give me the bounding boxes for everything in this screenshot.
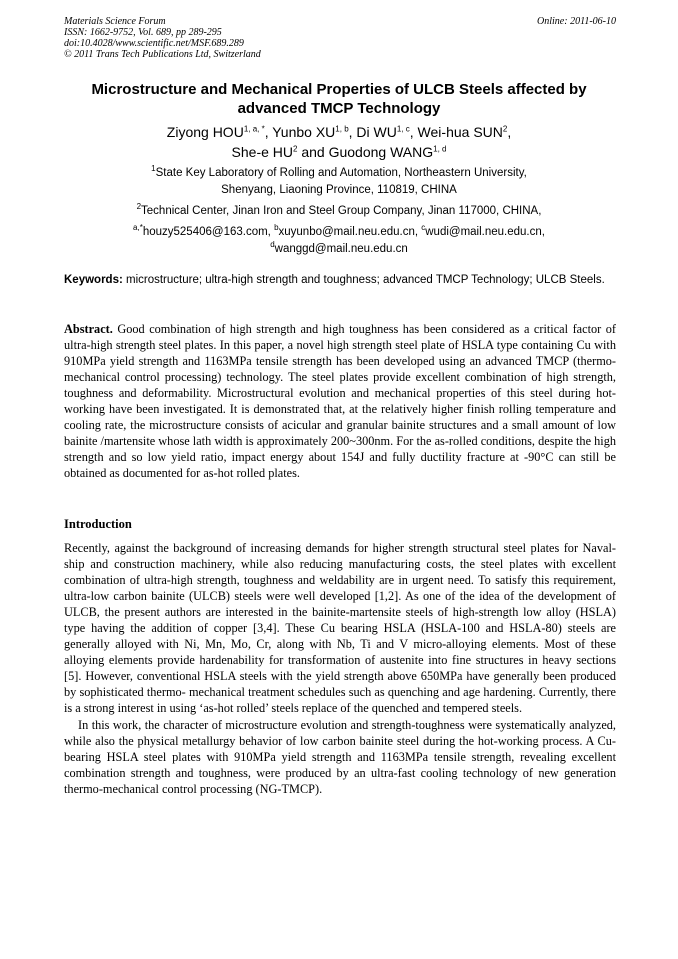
email-superscript: d bbox=[270, 240, 275, 250]
author-superscript: 1, c bbox=[396, 124, 410, 134]
email-link[interactable]: wanggd@mail.neu.edu.cn bbox=[274, 243, 408, 255]
author-superscript: 2 bbox=[502, 124, 508, 134]
author-list bbox=[64, 122, 614, 162]
author-superscript: 1, a, * bbox=[243, 124, 265, 134]
email-line-1 bbox=[64, 224, 614, 241]
affiliation-text: State Key Laboratory of Rolling and Automation, Northeastern University, bbox=[155, 167, 527, 179]
introduction-paragraph-1: Recently, against the background of increasing demands for higher strength structural steel plates for Naval-ship and construction machinery, while also reducing manufacturing costs, the steel plates with excellent combination of ultra-high strength, toughness and weldability are in urgent need. To satisfy this requirement, ultra-low carbon bainite (ULCB) steels were well developed [1,2]. As one of the idea of the development of ULCB, the present authors are interested in the bainite-martensite steels of high-strength low alloy (HSLA) type having the addition of copper [3,4]. These Cu bearing HSLA (HSLA-100 and HSLA-80) steels are generally alloyed with Ni, Mn, Mo, Cr, along with Nb, Ti and V micro-alloying elements. Most of these alloying elements provide hardenability for transformation of austenite into fine structures in heavy sections [5]. However, conventional HSLA steels with the yield strength above 650MPa have generally been produced by sophisticated thermo- mechanical treatment schedules such as quenching and age hardening. Currently, there is a strong interest in using ‘as-hot rolled’ steels replace of the quenched and tempered steels. bbox=[64, 541, 616, 716]
abstract-text: Good combination of high strength and high toughness has been considered as a critical factor of ultra-high strength steel plates. In this paper, a novel high strength steel plate of HSLA type containing Cu with 910MPa yield strength and 1163MPa tensile strength has been developed using an advanced TMCP (thermo-mechanical control processing) technology. The steel plates provide excellent combination of high strength, toughness and deformability. Microstructural evolution and mechanical properties of this steel during hot-working have been investigated. It is demonstrated that, at the relatively higher finish rolling temperature and cooling rate, the microstructure consists of acicular and granular bainite structures and a small amount of low bainite /martensite whose lath width is approximately 200~300nm. For the as-rolled conditions, despite the high strength and so low yield ratio, impact energy about 154J and fully ductility fracture at -90°C can still be obtained as documented for as-hot rolled plates. bbox=[64, 322, 616, 481]
affiliation-1 bbox=[64, 165, 614, 199]
affiliation-superscript: 1 bbox=[151, 164, 156, 174]
journal-header bbox=[64, 16, 616, 60]
affiliation-1-line-2: Shenyang, Liaoning Province, 110819, CHINA bbox=[221, 184, 457, 196]
email-superscript: a,* bbox=[133, 223, 143, 233]
email-line-2 bbox=[64, 241, 614, 258]
abstract bbox=[64, 321, 616, 481]
author-line-1 bbox=[64, 122, 614, 142]
affiliation-1-line-1 bbox=[64, 165, 614, 182]
keywords-text: microstructure; ultra-high strength and toughness; advanced TMCP Technology; ULCB Steels. bbox=[122, 274, 605, 286]
email-link[interactable]: wudi@mail.neu.edu.cn, bbox=[425, 226, 545, 238]
affiliation-superscript: 2 bbox=[136, 202, 142, 212]
paper-title: Microstructure and Mechanical Properties of ULCB Steels affected by advanced TMCP Technology bbox=[91, 81, 587, 117]
journal-copyright: © 2011 Trans Tech Publications Ltd, Switzerland bbox=[64, 49, 261, 60]
email-link[interactable]: xuyunbo@mail.neu.edu.cn, bbox=[278, 226, 422, 238]
keywords-label: Keywords: bbox=[64, 274, 123, 286]
email-link[interactable]: houzy525406@163.com, bbox=[142, 226, 275, 238]
journal-info bbox=[64, 16, 616, 60]
introduction-body bbox=[64, 540, 616, 797]
abstract-label: Abstract. bbox=[64, 322, 113, 336]
author-name: , Di WU bbox=[348, 124, 397, 140]
author-name: and Guodong WANG bbox=[297, 144, 434, 160]
email-superscript: b bbox=[274, 223, 279, 233]
author-separator: , bbox=[507, 124, 512, 140]
journal-doi: doi:10.4028/www.scientific.net/MSF.689.289 bbox=[64, 38, 244, 49]
author-name: , Wei-hua SUN bbox=[409, 124, 503, 140]
affiliation-2 bbox=[64, 203, 614, 220]
author-name: She-e HU bbox=[231, 144, 293, 160]
section-heading-introduction: Introduction bbox=[64, 517, 132, 531]
online-date: Online: 2011-06-10 bbox=[537, 16, 616, 27]
author-name: Ziyong HOU bbox=[166, 124, 244, 140]
email-superscript: c bbox=[421, 223, 426, 233]
keywords bbox=[64, 272, 616, 288]
author-name: , Yunbo XU bbox=[264, 124, 336, 140]
introduction-paragraph-2: In this work, the character of microstructure evolution and strength-toughness were systematically analyzed, while also the physical metallurgy behavior of low carbon bainite steel during the hot-working process. A Cu-bearing HSLA steel plates with 910MPa yield strength and 1163MPa tensile strength, revealing excellent combination strength and toughness, were produced by an ultra-fast cooling technology of new generation thermo-mechanical control processing (NG-TMCP). bbox=[64, 717, 616, 796]
email-list bbox=[64, 224, 614, 258]
affiliation-text: Technical Center, Jinan Iron and Steel Group Company, Jinan 117000, CHINA, bbox=[141, 205, 542, 217]
author-superscript: 2 bbox=[293, 144, 298, 154]
journal-issn: ISSN: 1662-9752, Vol. 689, pp 289-295 bbox=[64, 27, 222, 38]
author-superscript: 1, d bbox=[433, 144, 447, 154]
author-superscript: 1, b bbox=[335, 124, 349, 134]
journal-name: Materials Science Forum bbox=[64, 16, 166, 27]
author-line-2 bbox=[64, 142, 614, 162]
